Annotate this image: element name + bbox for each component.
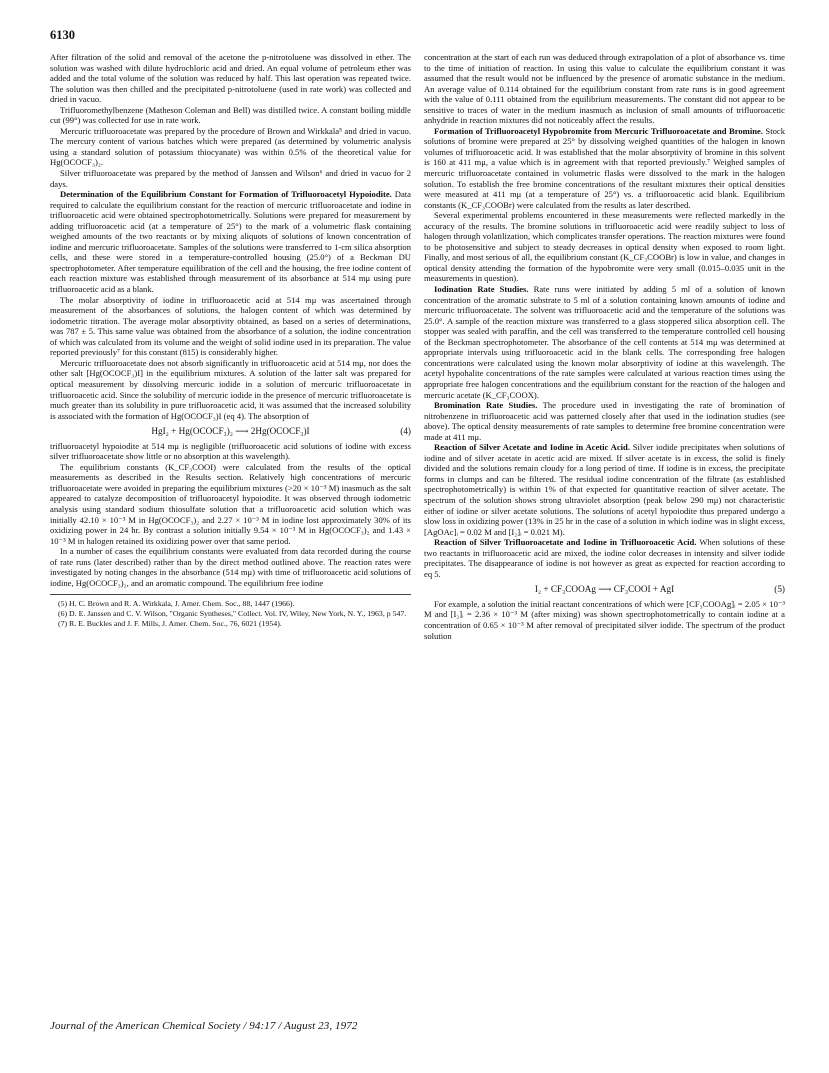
paragraph <box>424 537 785 579</box>
paragraph <box>424 442 785 537</box>
paragraph: The equilibrium constants (K_CF₃COOI) were calculated from the results of the optical measurements as described in the Results section. Relatively high concentrations of mercuric trifluoroacetate were avoided in preparing the equilibrium mixtures (>20 × 10⁻³ M) inasmuch as the salt appeared to catalyze decomposition of trifluoroacetyl hypoiodite. It was observed through iodometric analysis using standard sodium thiosulfate solution that a trifluoroacetic acid solution which was initially 42.10 × 10⁻³ M in Hg(OCOCF₃)₂ and 2.27 × 10⁻³ M in iodine lost approximately 30% of its oxidizing power in 24 hr. By contrast a solution initially 9.54 × 10⁻³ M in Hg(OCOCF₃)₂ and 1.43 × 10⁻³ M in halogen retained its oxidizing power over that same period. <box>50 461 411 546</box>
equation-5 <box>424 584 785 595</box>
paragraph <box>424 400 785 442</box>
equation-number: (4) <box>400 426 411 437</box>
section-heading: Determination of the Equilibrium Constant for Formation of Trifluoroacetyl Hypoiodite. <box>60 189 392 200</box>
page-number: 6130 <box>50 28 75 42</box>
paragraph: trifluoroacetyl hypoiodite at 514 mμ is negligible (trifluoroacetic acid solutions of iodine with excess silver trifluoroacetate show little or no absorption at this wavelength). <box>50 440 411 462</box>
paragraph <box>424 284 785 400</box>
paragraph <box>424 126 785 210</box>
reference: (6) D. E. Janssen and C. V. Wilson, "Organic Syntheses," Collect. Vol. IV, Wiley, New York, N. Y., 1963, p 547. <box>58 608 407 618</box>
section-heading: Bromination Rate Studies. <box>434 400 538 411</box>
paragraph: The molar absorptivity of iodine in trifluoroacetic acid at 514 mμ was ascertained through measurement of the absorbances of solutions, the halogen content of which was determined by iodometric titration. The average molar absorptivity obtained, as based on a series of determinations, was 787 ± 5. This same value was obtained from the absorbance of a solution, the iodine concentration of which was calculated from its volume and the weight of solid iodine used in its preparation. The value reported previously⁷ for this constant (815) is considerably higher. <box>50 294 411 358</box>
paragraph-body: Silver iodide precipitates when solutions of iodine and of silver acetate in acetic acid are mixed. If silver acetate is in excess, the solid is finely divided and the solutions remain cloudy for a long period of time. If iodine is in excess, the precipitate forms in clumps and can be filtered. The residual iodine concentration of the filtrate (as established spectrophotometrically) is within 1% of that expected for quantitative reaction of silver acetate. The spectrum of the solution shows strong ultraviolet absorption (peak below 290 mμ) not characteristic either of iodine or silver acetate solutions. The solutions of acetyl hypoiodite thus prepared undergo a slow loss in oxidizing power (13% in 25 hr in the case of a solution in which iodine was in slight excess, [AgOAc]ᵢ = 0.02 M and [I₂]ᵢ = 0.021 M). <box>424 442 785 537</box>
paragraph-body: Stock solutions of bromine were prepared at 25° by dissolving weighed quantities of the halogen in known volumes of trifluoroacetic acid. It was established that the molar absorptivity of bromine in this solvent is 160 at 411 mμ, a value which is in agreement with that reported previously.⁷ Weighed samples of mercuric trifluoroacetate contained in volumetric flasks were dissolved to the mark in the halogen solution. To establish the free bromine concentrations of the resultant mixtures their optical densities were measured at 411 mμ (at a temperature of 25°) vs. a trifluoroacetic acid blank. Equilibrium constants (K_CF₃COOBr) were calculated from the results as later described. <box>424 125 785 210</box>
paragraph: In a number of cases the equilibrium constants were evaluated from data recorded during the course of rate runs (later described) rather than by the direct method outlined above. The reaction rates were investigated by noting changes in the absorbance (514 mμ) with time of trifluoroacetic acid solutions of iodine, Hg(OCOCF₃)₂, and an aromatic compound. The equilibrium free iodine <box>50 546 411 588</box>
paragraph-body: Data required to calculate the equilibrium constant for the reaction of mercuric trifluoroacetate and iodine in trifluoroacetic acid were obtained spectrophotometrically. Solutions were prepared for measurement by adding trifluoroacetic acid (at a temperature of 25°) to the mark of a volumetric flask containing weighed amounts of the two reactants or by mixing aliquots of solutions of known concentration of iodine and mercuric trifluoroacetate. Samples of the solutions were transferred to 1-cm silica absorption cells, and these were stored in a temperature-controlled housing (25.0°) of a Beckman DU spectrophotometer. After temperature equilibration of the cell and the housing, the free iodine content of each reaction mixture was established through measurement of its absorbance at 514 mμ using pure trifluoroacetic acid as a blank. <box>50 189 411 295</box>
equation-number: (5) <box>774 584 785 595</box>
reference: (5) H. C. Brown and R. A. Wirkkala, J. Amer. Chem. Soc., 88, 1447 (1966). <box>58 599 295 609</box>
section-heading: Formation of Trifluoroacetyl Hypobromite from Mercuric Trifluoroacetate and Bromine. <box>434 125 763 136</box>
paragraph: For example, a solution the initial reactant concentrations of which were [CF₃COOAg]ᵢ = 2.05 × 10⁻³ M and [I₂]ᵢ = 2.36 × 10⁻³ M (after mixing) was shown spectrophotometrically to contain iodine at a concentration of 0.65 × 10⁻³ M after removal of precipitated silver iodide. The spectrum of the product solution <box>424 598 785 641</box>
right-column <box>424 52 785 641</box>
paragraph: After filtration of the solid and removal of the acetone the p-nitrotoluene was dissolved in ether. The solution was washed with dilute hydrochloric acid and dried. An equal volume of petroleum ether was added and the total volume of the solution was reduced by half. This last operation was repeated twice. The solution was then chilled and the precipitated p-nitrotoluene (used in rate work) was collected and dried in vacuo. <box>50 52 411 105</box>
equation-4 <box>50 426 411 437</box>
paragraph: concentration at the start of each run was deduced through extrapolation of a plot of absorbance vs. time to the time of initiation of reaction. In using this value to calculate the equilibrium constant it was assumed that the result would not be influenced by the presence of aromatic substance in the medium. An average value of 0.114 obtained for the equilibrium constant from rate runs is in good agreement with the value of 0.111 obtained from the equilibrium measurements. The constant did not appear to be sensitive to traces of water in the medium inasmuch as inclusion of small amounts of trifluoroacetic anhydride in reaction mixtures did not noticeably affect the results. <box>424 52 785 126</box>
paragraph: Trifluoromethylbenzene (Matheson Coleman and Bell) was distilled twice. A constant boiling middle cut (99°) was collected for use in rate work. <box>50 104 411 126</box>
left-column <box>50 52 411 628</box>
references <box>50 594 411 628</box>
paragraph: Several experimental problems encountered in these measurements were reflected markedly in the accuracy of the results. The bromine solutions in trifluoroacetic acid were readily subject to loss of halogen through volatilization, which complicates transfer operations. The reaction mixtures were found to be photosensitive and subject to steady decreases in optical density when exposed to room light. Finally, and most serious of all, the equilibrium constant (K_CF₃COOBr) is low in value, and changes in optical density attending the formation of the hypobromite were very small (0.015–0.035 unit in the measurements in question). <box>424 210 785 284</box>
paragraph-body: Rate runs were initiated by adding 5 ml of a solution of known concentration of the aromatic substrate to 5 ml of a solution containing known amounts of iodine and mercuric trifluoroacetate. The solvent was trifluoroacetic acid and the temperature of the solutions was 25.0°. A sample of the reaction mixture was transferred to a glass stoppered silica absorption cell. The stopper was sealed with paraffin, and the cell was transferred to the temperature controlled cell housing of the Beckman spectrophotometer. The absorbance of the cell contents at 514 mμ was determined at appropriate intervals using trifluoroacetic acid in the blank cells. The corresponding free halogen concentrations were calculated using the known molar absorptivity of iodine at this wavelength. The acetyl hypohalite concentrations of the rate samples were calculated at various reaction times using the appropriate free halogen concentrations and the equilibrium constant for the reaction of the halogen and mercuric acetate (K_CF₃COOX). <box>424 284 785 400</box>
section-heading: Iodination Rate Studies. <box>434 284 529 295</box>
paragraph: Mercuric trifluoroacetate does not absorb significantly in trifluoroacetic acid at 514 mμ, nor does the other salt [Hg(OCOCF₃)I] in the equilibrium mixtures. A solution of the latter salt was prepared for optical measurement by dissolving mercuric iodide in a solution of mercuric trifluoroacetate in trifluoroacetic acid. Since the solubility of mercuric iodide in the presence of mercuric trifluoroacetate is much greater than its solubility in pure trifluoroacetic acid, it was assumed that the increased solubility is associated with the formation of Hg(OCOCF₃)I (eq 4). The absorption of <box>50 357 411 421</box>
reference: (7) R. E. Buckles and J. F. Mills, J. Amer. Chem. Soc., 76, 6021 (1954). <box>58 618 282 628</box>
paragraph: Mercuric trifluoroacetate was prepared by the procedure of Brown and Wirkkala⁵ and dried in vacuo. The mercury content of various batches which were prepared (as determined by volumetric analysis using a standard solution of potassium thiocyanate) was within 0.5% of the theoretical value for Hg(OCOCF₃)₂. <box>50 125 411 168</box>
paragraph-body: When solutions of these two reactants in trifluoroacetic acid are mixed, the iodine color decreases in intensity and silver iodide precipitates. The disappearance of iodine is not however as great as expected for reaction according to eq 5. <box>424 537 785 579</box>
equation-body: HgI₂ + Hg(OCOCF₃)₂ ⟶ 2Hg(OCOCF₃)I <box>151 426 310 437</box>
section-heading: Reaction of Silver Acetate and Iodine in Acetic Acid. <box>434 442 630 453</box>
paragraph: Silver trifluoroacetate was prepared by the method of Janssen and Wilson⁶ and dried in vacuo for 2 days. <box>50 168 411 189</box>
paragraph <box>50 189 411 294</box>
section-heading: Reaction of Silver Trifluoroacetate and Iodine in Trifluoroacetic Acid. <box>434 537 697 548</box>
paragraph-body: The procedure used in investigating the rate of bromination of nitrobenzene in trifluoroacetic acid was patterned closely after that used in the iodination studies (see above). The optical density measurements of rate samples to determine free bromine concentration were made at 411 mμ. <box>424 400 785 442</box>
equation-body: I₂ + CF₃COOAg ⟶ CF₃COOI + AgI <box>534 584 675 595</box>
journal-footer: Journal of the American Chemical Society / 94:17 / August 23, 1972 <box>50 1020 358 1032</box>
